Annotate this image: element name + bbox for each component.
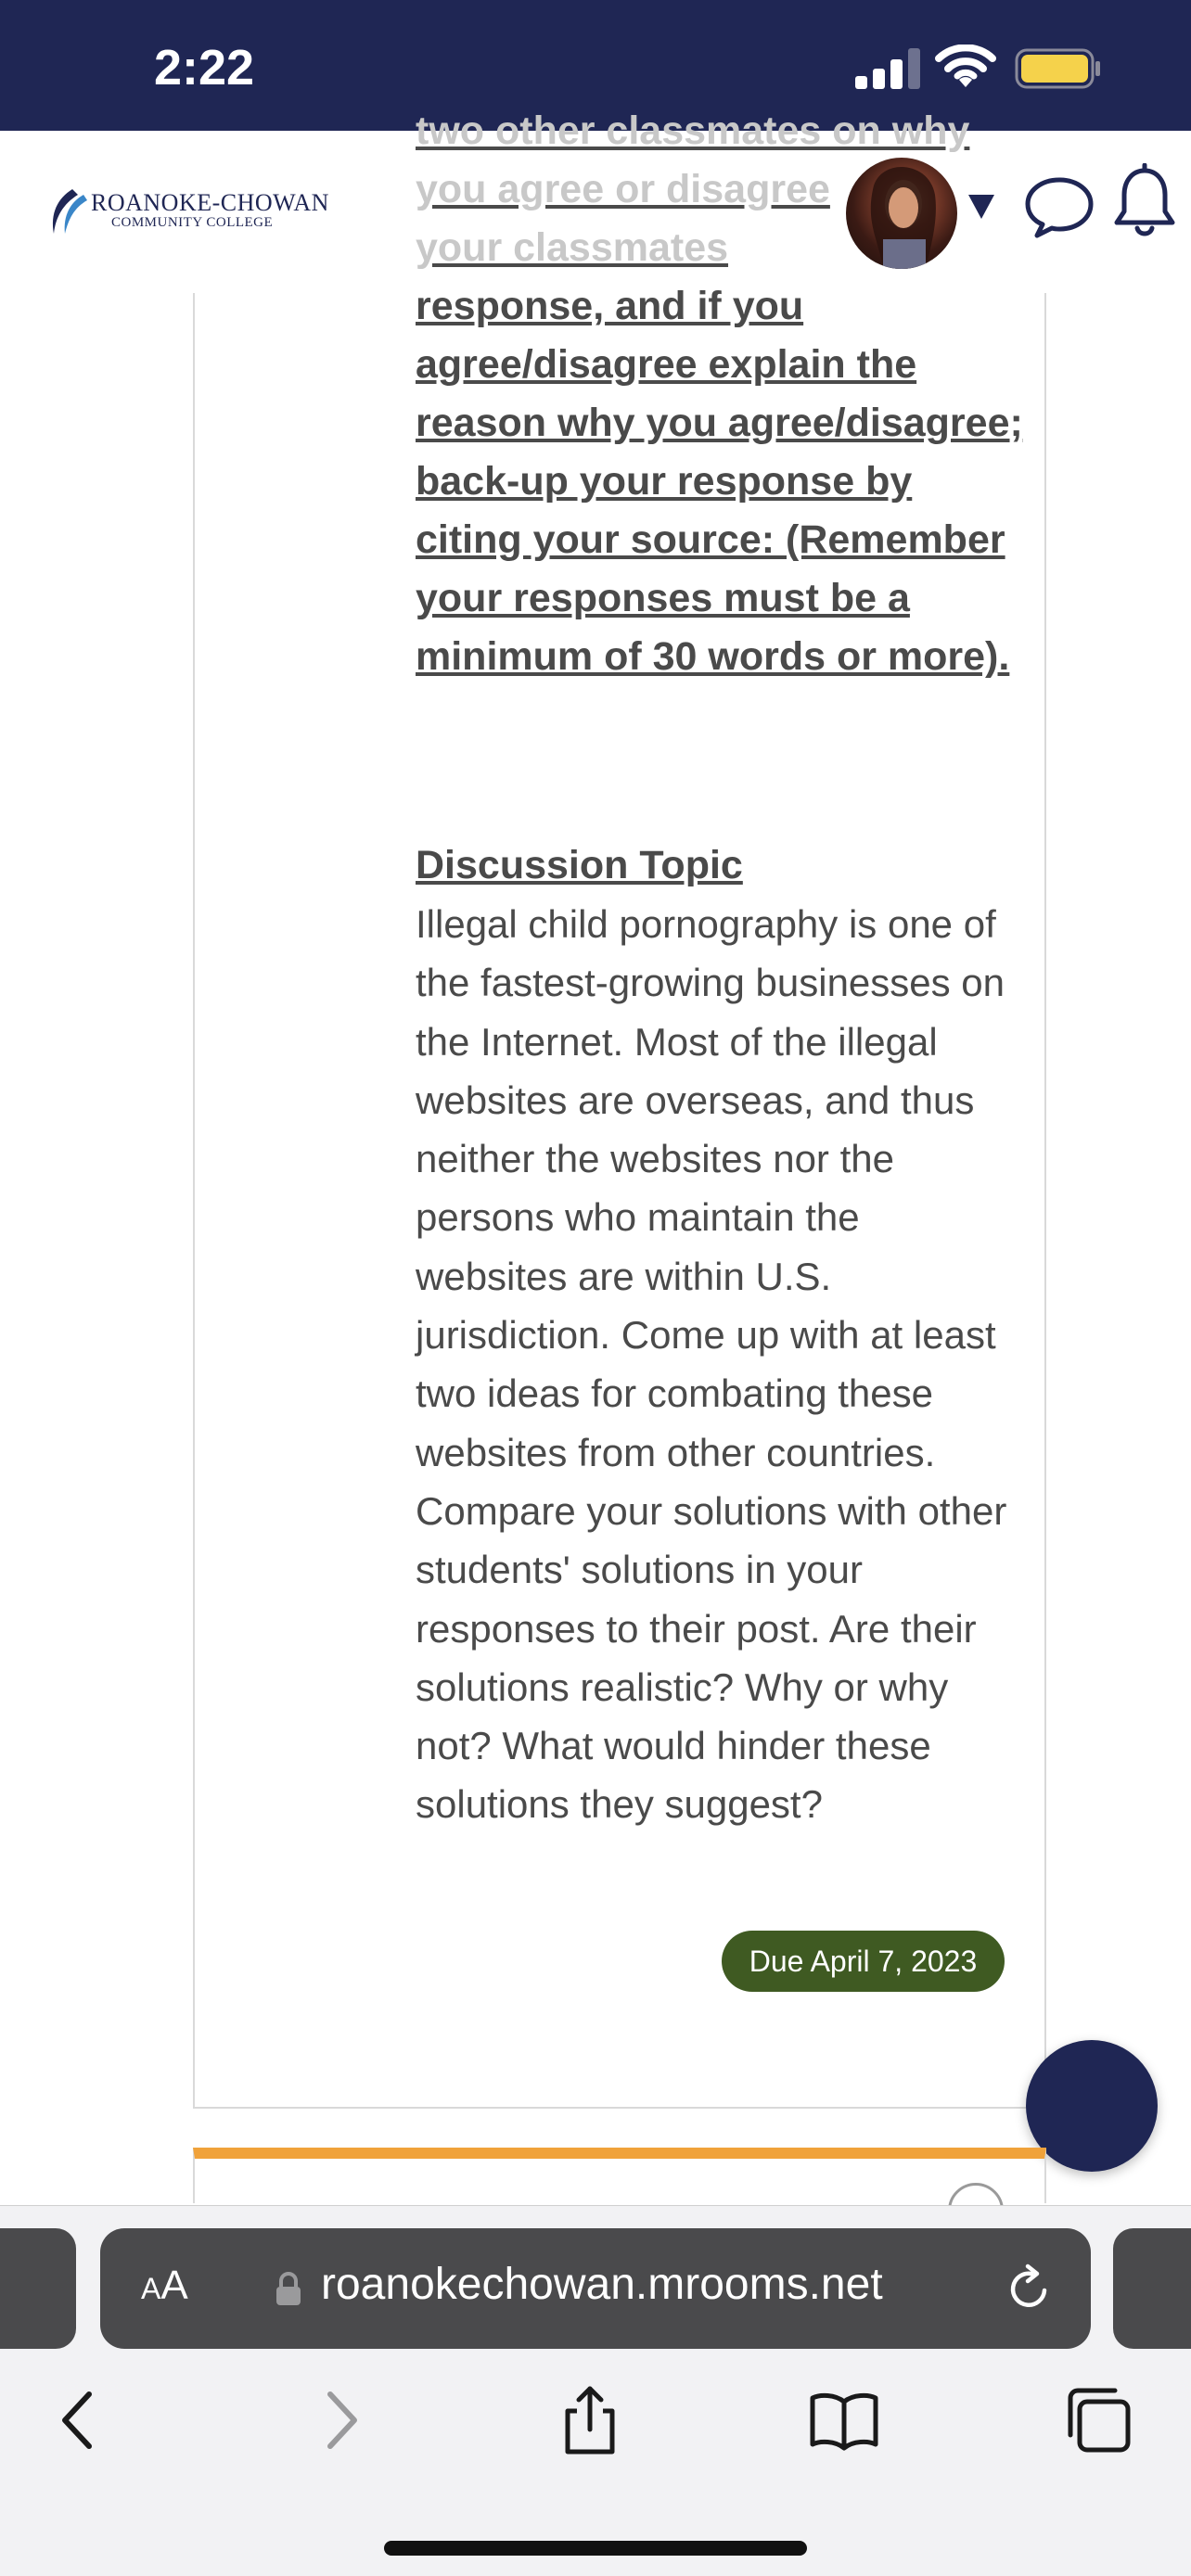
next-tab-preview[interactable] [1113,2228,1191,2349]
discussion-topic-title: Discussion Topic [416,843,743,887]
instructions-body: response, and if you agree/disagree explain the reason why you agree/disagree; back-up your response by citing your source: (Remember your responses must be a minimum of 30 words or more). [416,284,1023,679]
messages-icon[interactable] [1024,174,1095,239]
cellular-signal-icon [855,48,920,89]
lock-icon [275,2272,302,2307]
avatar-portrait-icon [846,158,957,269]
wifi-icon [935,45,996,91]
due-date-badge: Due April 7, 2023 [722,1931,1005,1992]
instructions-faded-line: you agree or disagree [416,167,830,211]
aa-small-glyph: A [141,2272,161,2305]
url-text[interactable]: roanokechowan.mrooms.net [321,2260,883,2309]
user-avatar[interactable] [846,158,957,269]
status-time: 2:22 [154,40,255,96]
share-icon[interactable] [553,2383,627,2457]
forward-chevron-icon[interactable] [302,2383,377,2457]
discussion-topic-body: Illegal child pornography is one of the fastest-growing businesses on the Internet. Most of the illegal websites are overseas, and thus neither the websites nor the persons who maintain the websites are within U.S. jurisdiction. Come up with at least two ideas for combating these websites from other countries. Compare your solutions with other students' solutions in your responses to their post. Are their solutions realistic? Why or why not? What would hinder these solutions they suggest? [416,902,1007,1827]
reader-settings-button[interactable] [141,2263,188,2309]
tabs-overview-icon[interactable] [1061,2383,1135,2457]
college-logo[interactable] [45,185,329,241]
logo-text: ROANOKE-CHOWAN [91,189,329,216]
reload-icon[interactable] [1004,2263,1056,2315]
user-menu-caret-icon[interactable] [968,195,994,219]
back-chevron-icon[interactable] [43,2383,117,2457]
battery-icon [1015,48,1102,89]
notifications-bell-icon[interactable] [1111,163,1178,239]
logo-mark-icon [45,185,87,237]
home-indicator[interactable] [384,2541,807,2556]
instructions-faded-line: your classmates [416,225,729,270]
bookmarks-book-icon[interactable] [807,2383,881,2457]
next-activity-card[interactable] [193,2148,1046,2203]
logo-subtext: COMMUNITY COLLEGE [111,215,274,230]
aa-large-glyph: A [160,2263,188,2308]
previous-tab-preview[interactable] [0,2228,76,2349]
instructions-faded-line: two other classmates on why [416,108,970,153]
